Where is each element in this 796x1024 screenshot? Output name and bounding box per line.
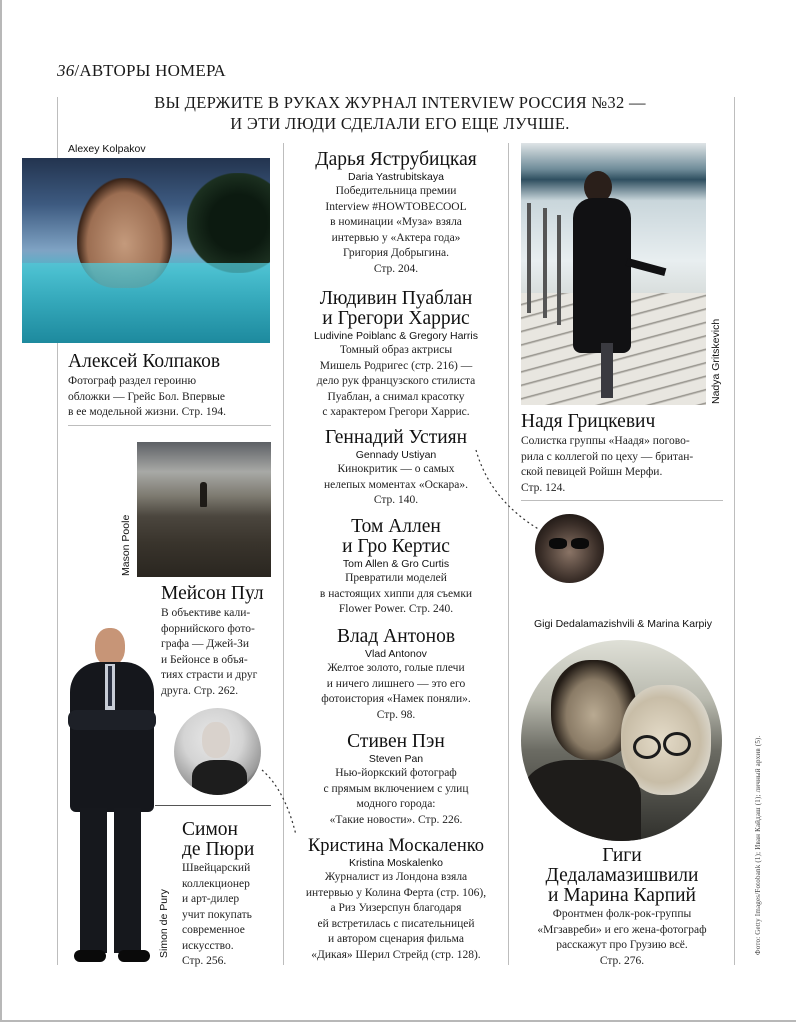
desc-line: нелепых моментах «Оскара». (323, 478, 468, 491)
contributor-dedalamazishvili (512, 846, 732, 969)
latin-poiblanc: Ludivine Poiblanc & Gregory Harris (314, 330, 478, 342)
desc-line: Томный образ актрисы (339, 344, 453, 356)
desc-line: в номинации «Муза» взяла (330, 216, 462, 228)
photo-ustiyan (535, 514, 604, 583)
desc-line: и арт-дилер (182, 893, 240, 905)
photo-scarf-shape (521, 760, 641, 841)
desc-line: Швейцарский (182, 862, 251, 874)
desc-line: тиях страсти и друг (161, 669, 258, 681)
desc-line: и автором сценария фильма (328, 933, 464, 945)
name-moskalenko: Кристина Москаленко (307, 836, 485, 856)
desc-line: учит покупать (182, 908, 252, 921)
desc-gritskevich (521, 434, 731, 496)
name-dedalamazishvili-line3: и Марина Карпий (548, 885, 696, 906)
desc-line: Flower Power. Стр. 240. (338, 603, 454, 615)
desc-line: а Риз Уизерспун благодаря (330, 902, 462, 914)
name-allen-line2: и Гро Кертис (342, 536, 450, 557)
desc-line: Interview #HOWTOBECOOL (325, 200, 467, 213)
desc-line: В объективе кали- (161, 607, 251, 619)
photo-credit-gritskevich: Nadya Gritskevich (710, 318, 722, 404)
photo-arm-shape (626, 258, 667, 276)
page-number: 36 (57, 61, 75, 80)
intro-line-1: ВЫ ДЕРЖИТЕ В РУКАХ ЖУРНАЛ INTERVIEW РОССИЯ №32 — (154, 93, 646, 112)
name-poole: Мейсон Пул (161, 583, 264, 604)
desc-line: Кинокритик — о самых (337, 463, 455, 475)
desc-line: ей встретилась с писательницей (317, 917, 475, 930)
photo-credit-depury: Simon de Pury (158, 889, 170, 958)
footer-photo-credits: Фото: Getty Images/Fotobank (1); Иван Кайдаш (1); личный архив (5). (754, 735, 762, 955)
desc-line: Нью-йоркский фотограф (335, 767, 457, 779)
desc-line: форнийского фото- (161, 622, 255, 635)
desc-line: Стр. 204. (373, 262, 419, 275)
name-allen-line1: Том Аллен (351, 516, 441, 537)
desc-line: Журналист из Лондона взяла (324, 871, 468, 883)
desc-line: ской певицей Ройшн Мерфи. (521, 466, 663, 478)
latin-yastrubitskaya: Daria Yastrubitskaya (348, 171, 444, 183)
desc-line: Превратили моделей (345, 572, 447, 584)
photo-credit-poole: Mason Poole (120, 514, 132, 576)
photo-gritskevich (521, 143, 706, 405)
photo-glasses-left (633, 735, 661, 759)
desc-line: в ее модельной жизни. Стр. 194. (68, 406, 226, 418)
name-dedalamazishvili-line2: Дедаламазишвили (545, 865, 699, 886)
desc-line: интервью у «Актера года» (331, 231, 461, 244)
desc-line: современное (182, 924, 245, 936)
desc-line: и Бейонсе в объя- (161, 653, 248, 666)
name-depury-line1: Симон (182, 819, 238, 840)
header-separator: / (74, 61, 80, 80)
desc-line: Стр. 124. (521, 481, 566, 494)
name-dedalamazishvili-line1: Гиги (602, 845, 642, 866)
section-title: АВТОРЫ НОМЕРА (79, 61, 226, 80)
name-depury-line2: де Пюри (182, 839, 255, 860)
desc-line: с характером Грегори Харрис. (322, 406, 470, 418)
photo-railing-post (543, 208, 547, 318)
desc-line: фотоистория «Намек поняли». (321, 693, 471, 705)
desc-line: дело рук французского стилиста (316, 375, 476, 387)
desc-line: с прямым включением с улиц (323, 782, 469, 795)
photo-leg-shape (601, 343, 613, 398)
photo-coat-shape (573, 198, 631, 353)
desc-line: Григория Добрыгина. (342, 247, 449, 259)
desc-line: «Такие новости». Стр. 226. (329, 813, 463, 826)
latin-pan: Steven Pan (368, 753, 424, 765)
desc-line: друга. Стр. 262. (161, 684, 239, 697)
desc-line: расскажут про Грузию всё. (556, 939, 688, 951)
desc-dedalamazishvili (512, 907, 732, 969)
connector-moskalenko (262, 770, 296, 835)
name-antonov: Влад Антонов (336, 626, 456, 647)
name-yastrubitskaya: Дарья Яструбицкая (315, 149, 477, 170)
photo-glasses-left (549, 538, 567, 549)
name-kolpakov: Алексей Колпаков (68, 351, 221, 372)
desc-line: Мишель Родригес (стр. 216) — (319, 359, 473, 372)
desc-line: искусство. (182, 939, 234, 952)
desc-line: Желтое золото, голые плечи (327, 662, 465, 674)
desc-line: Фронтмен фолк-рок-группы (552, 908, 692, 920)
name-ustiyan: Геннадий Устиян (324, 427, 468, 448)
latin-antonov: Vlad Antonov (365, 648, 427, 660)
name-poiblanc-line1: Людивин Пуаблан (319, 288, 473, 309)
photo-credit-dedalamazishvili: Gigi Dedalamazishvili & Marina Karpiy (534, 618, 712, 630)
divider-right-1 (521, 500, 723, 501)
photo-glasses-right (571, 538, 589, 549)
latin-ustiyan: Gennady Ustiyan (355, 449, 437, 461)
desc-line: Стр. 140. (373, 494, 419, 506)
photo-glasses-right (663, 732, 691, 756)
desc-line: графа — Джей-Зи (161, 638, 250, 650)
name-pan: Стивен Пэн (347, 731, 445, 752)
desc-line: Стр. 256. (182, 955, 227, 967)
desc-line: в настоящих хиппи для съемки (319, 587, 473, 600)
desc-line: рила с коллегой по цеху — британ- (521, 450, 694, 463)
latin-moskalenko: Kristina Moskalenko (349, 857, 443, 869)
desc-line: и ничего лишнего — это его (326, 677, 466, 690)
photo-dedalamazishvili (521, 640, 722, 841)
latin-allen: Tom Allen & Gro Curtis (342, 558, 450, 570)
desc-line: Солистка группы «Наадя» погово- (521, 435, 690, 447)
contributor-gritskevich (521, 412, 731, 496)
desc-line: Стр. 276. (599, 954, 645, 967)
desc-line: Пуаблан, а снимал красотку (327, 390, 465, 403)
intro-line-2: И ЭТИ ЛЮДИ СДЕЛАЛИ ЕГО ЕЩЕ ЛУЧШЕ. (230, 114, 570, 133)
desc-line: обложки — Грейс Бол. Впервые (68, 390, 225, 403)
name-gritskevich: Надя Грицкевич (521, 411, 656, 432)
name-poiblanc-line2: и Грегори Харрис (322, 308, 470, 329)
desc-line: Стр. 98. (376, 708, 416, 721)
photo-credit-kolpakov: Alexey Kolpakov (68, 143, 146, 155)
desc-line: «Дикая» Шерил Стрейд (стр. 128). (311, 948, 481, 961)
photo-railing-post (557, 215, 561, 325)
photo-railing-post (527, 203, 531, 313)
desc-line: Фотограф раздел героиню (68, 375, 197, 387)
desc-line: Победительница премии (335, 185, 457, 197)
desc-line: «Мгзавреби» и его жена-фотограф (537, 923, 707, 936)
desc-line: интервью у Колина Ферта (стр. 106), (305, 886, 487, 899)
desc-line: коллекционер (182, 877, 250, 890)
desc-line: модного города: (356, 798, 436, 810)
